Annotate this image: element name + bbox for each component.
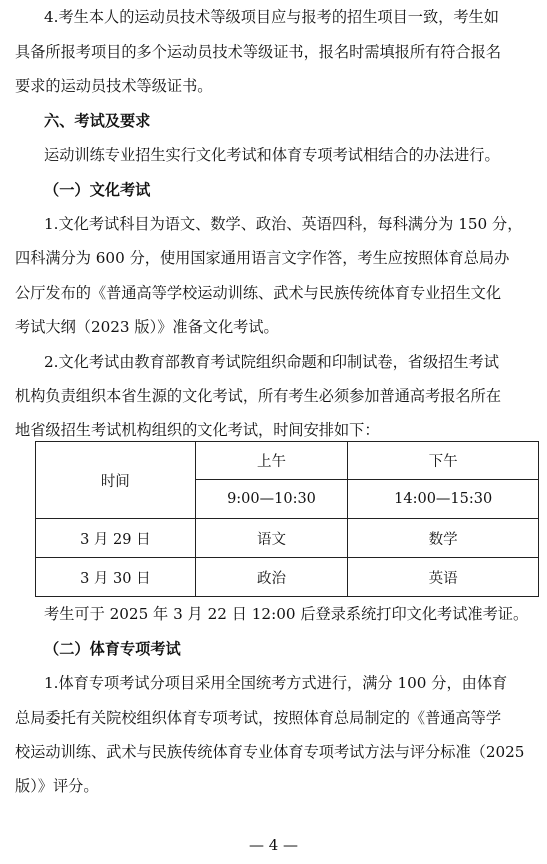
text-line: 4.考生本人的运动员技术等级项目应与报考的招生项目一致，考生如 (44, 8, 499, 26)
text-line: 1.文化考试科目为语文、数学、政治、英语四科，每科满分为 150 分， (44, 215, 523, 233)
text-line: 机构负责组织本省生源的文化考试，所有考生必须参加普通高考报名所在 (15, 387, 501, 405)
table-cell-am-subject: 语文 (195, 519, 348, 558)
table-cell-date: 3 月 30 日 (36, 558, 196, 597)
text-line: 总局委托有关院校组织体育专项考试，按照体育总局制定的《普通高等学 (15, 709, 501, 727)
table-pm-time: 14:00—15:30 (348, 480, 539, 519)
table-header-row (36, 442, 539, 480)
text-line: 地省级招生考试机构组织的文化考试，时间安排如下： (15, 421, 380, 439)
subsection-heading-sports-exam: （二）体育专项考试 (44, 640, 181, 658)
text-line: 公厅发布的《普通高等学校运动训练、武术与民族传统体育专业招生文化 (15, 284, 501, 302)
table-header-am: 上午 (195, 442, 348, 480)
text-line: 考试大纲（2023 版）》准备文化考试。 (15, 318, 279, 336)
text-line: 具备所报考项目的多个运动员技术等级证书，报名时需填报所有符合报名 (15, 43, 501, 61)
table-cell-date: 3 月 29 日 (36, 519, 196, 558)
table-am-time: 9:00—10:30 (195, 480, 348, 519)
page-number: — 4 — (248, 836, 299, 854)
text-line: 要求的运动员技术等级证书。 (15, 77, 213, 95)
text-line: 校运动训练、武术与民族传统体育专业体育专项考试方法与评分标准（2025 (15, 743, 525, 761)
section-heading: 六、考试及要求 (44, 112, 151, 130)
exam-schedule-table (35, 441, 539, 597)
table-row (36, 558, 539, 597)
text-line: 版）》评分。 (15, 777, 99, 795)
section-intro: 运动训练专业招生实行文化考试和体育专项考试相结合的办法进行。 (44, 146, 500, 164)
table-cell-pm-subject: 数学 (348, 519, 539, 558)
text-line: 1.体育专项考试分项目采用全国统考方式进行，满分 100 分，由体育 (44, 674, 508, 692)
table-header-pm: 下午 (348, 442, 539, 480)
table-header-time: 时间 (36, 442, 196, 519)
table-cell-am-subject: 政治 (195, 558, 348, 597)
text-line: 四科满分为 600 分，使用国家通用语言文字作答，考生应按照体育总局办 (15, 249, 510, 267)
table-row (36, 519, 539, 558)
subsection-heading-culture-exam: （一）文化考试 (44, 181, 151, 199)
table-cell-pm-subject: 英语 (348, 558, 539, 597)
admit-ticket-note: 考生可于 2025 年 3 月 22 日 12:00 后登录系统打印文化考试准考证。 (44, 605, 529, 623)
text-line: 2.文化考试由教育部教育考试院组织命题和印制试卷，省级招生考试 (44, 353, 499, 371)
